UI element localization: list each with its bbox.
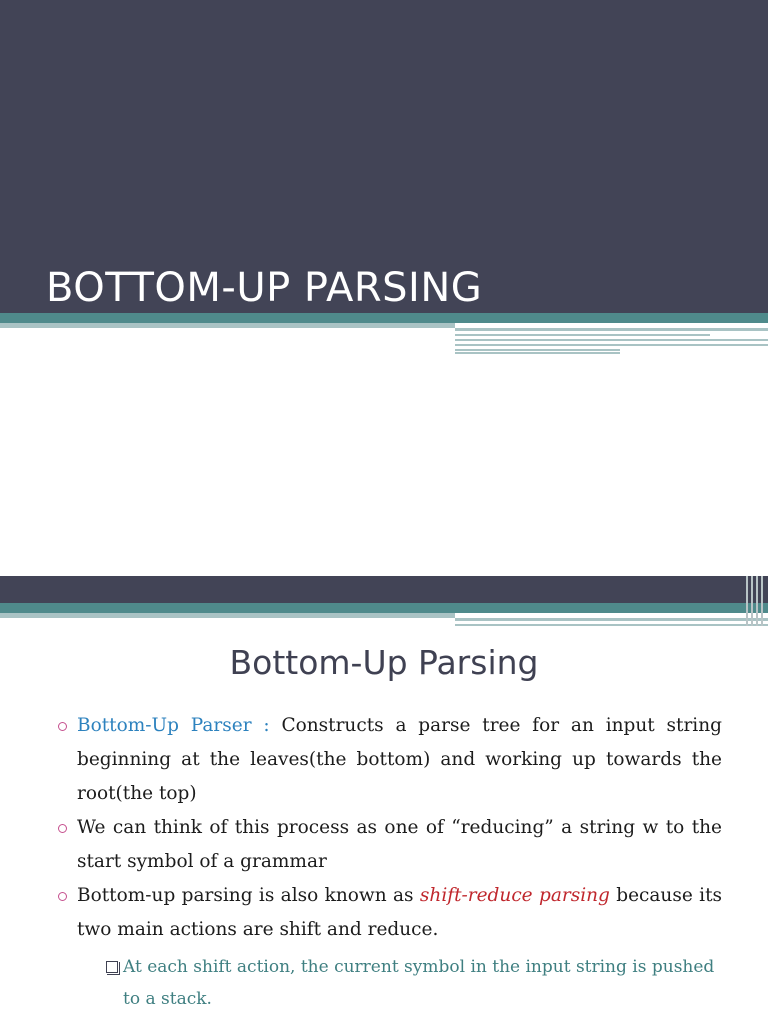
list-item [77,811,722,879]
term-bottom-up-parser: Bottom-Up Parser : [77,715,270,736]
light-stripe [455,344,768,346]
teal-stripe [0,603,768,613]
light-stripe [0,613,455,618]
light-stripe [455,624,768,626]
light-stripe [455,618,768,621]
light-stripe [455,339,768,341]
light-stripe [455,349,620,351]
bullet-text: We can think of this process as one of “reducing” a string w to the start symbol of a grammar [77,817,722,872]
slide-title: BOTTOM-UP PARSING [46,265,483,311]
content-header-band [0,576,768,603]
content-slide [0,576,768,1024]
bullet-text: Bottom-up parsing is also known as [77,885,420,906]
circle-bullet-icon [55,879,69,913]
bullet-text: because its two main actions are shift and reduce. [77,885,722,940]
bullet-text: Constructs a parse tree for an input string beginning at the leaves(the bottom) and working up towards the root(the top) [77,715,722,804]
teal-stripe [0,313,768,323]
list-item [77,709,722,811]
circle-bullet-icon [55,811,69,845]
corner-ticks [744,576,768,626]
square-bullet-icon [106,961,118,973]
sub-bullet-text: At each shift action, the current symbol in the input string is pushed to a stack. [123,957,715,1009]
light-stripe [455,334,710,336]
circle-bullet-icon [55,709,69,743]
slide-heading: Bottom-Up Parsing [229,643,539,682]
light-stripe [0,323,455,328]
light-stripe [455,352,620,354]
list-item [77,879,722,947]
light-stripe [455,328,768,331]
term-shift-reduce: shift-reduce parsing [419,885,610,906]
sub-list-item [123,951,723,1015]
